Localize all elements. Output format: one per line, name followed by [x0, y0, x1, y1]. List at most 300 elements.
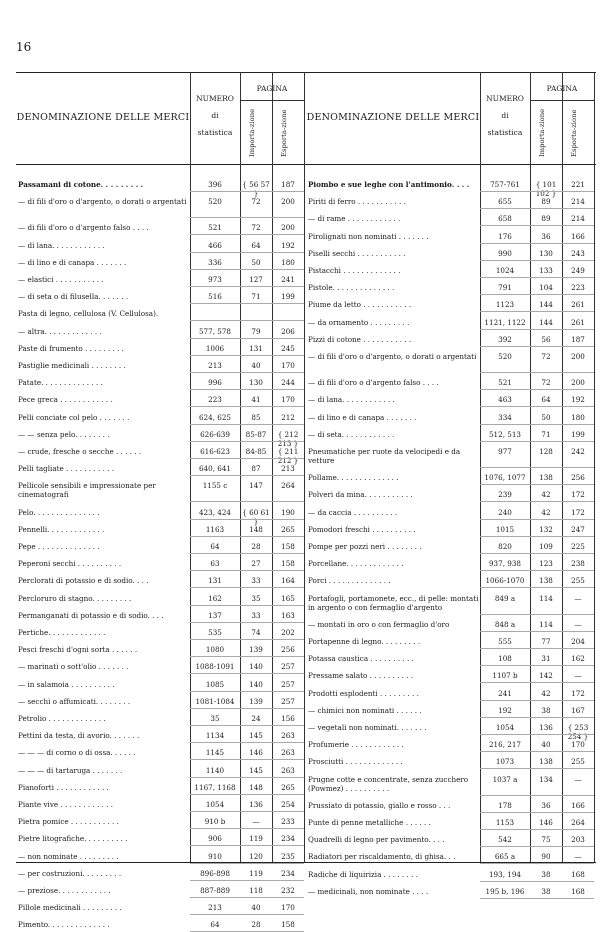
row-separator — [190, 191, 304, 192]
row-separator — [190, 389, 304, 390]
merce-name: Pertiche. . . . . . . . . . . . . — [18, 628, 106, 637]
row-separator — [480, 501, 594, 502]
table-row — [16, 258, 306, 267]
pagina-esportazione: 165 — [281, 593, 295, 603]
table-row — [306, 318, 596, 327]
numero-statistica: 910 b — [204, 817, 226, 827]
row-separator — [190, 777, 304, 778]
numero-statistica: 896-898 — [200, 868, 230, 878]
pagina-esportazione: — — [574, 593, 582, 603]
numero-statistica: 937, 938 — [488, 559, 521, 569]
pagina-esportazione: 203 — [571, 835, 585, 845]
pagina-importazione: 138 — [539, 757, 553, 767]
pagina-rule — [240, 100, 304, 101]
numero-statistica: 1054 — [495, 723, 515, 732]
numero-statistica: 520 — [208, 197, 222, 207]
header-numero — [190, 90, 240, 141]
table-row — [16, 275, 306, 284]
table-row — [306, 447, 596, 465]
header-numero-2: di — [501, 111, 509, 120]
pagina-importazione: 140 — [249, 662, 263, 672]
row-separator — [480, 346, 594, 347]
pagina-importazione: 139 — [249, 696, 263, 706]
pagina-importazione: 109 — [539, 542, 553, 551]
table-row — [306, 197, 596, 206]
numero-statistica: 334 — [498, 412, 512, 422]
pagina-importazione: 38 — [541, 869, 551, 879]
row-separator — [480, 260, 594, 261]
pagina-importazione: 138 — [539, 576, 553, 586]
merce-name: Patate. . . . . . . . . . . . . . — [18, 378, 103, 388]
row-separator — [190, 536, 304, 537]
pagina-importazione: 136 — [249, 800, 263, 809]
pagina-importazione: 147 — [249, 481, 263, 491]
table-row — [306, 413, 596, 422]
merce-name: Pelli conciate col pelo . . . . . . . — [18, 412, 130, 422]
numero-statistica: 516 — [208, 292, 222, 302]
pagina-importazione: 89 — [541, 197, 551, 207]
row-separator — [190, 639, 304, 640]
pagina-esportazione: 167 — [571, 705, 585, 715]
pagina-importazione: 40 — [541, 740, 551, 750]
pagina-importazione: 146 — [539, 818, 553, 827]
numero-statistica: 977 — [498, 447, 512, 456]
pagina-esportazione: 244 — [281, 378, 295, 388]
merce-name: — di lana. . . . . . . . . . . . — [18, 240, 105, 250]
merce-name: — di fili d'oro o d'argento, o dorati o argentati — [18, 197, 187, 207]
pagina-esportazione: 233 — [281, 817, 295, 827]
numero-statistica: 757-761 — [490, 180, 520, 189]
row-separator — [480, 682, 594, 683]
header-numero-1: NUMERO — [486, 94, 524, 103]
pagina-esportazione: 243 — [571, 248, 585, 258]
pagina-importazione: 148 — [249, 782, 263, 792]
table-row — [16, 697, 306, 706]
pagina-esportazione: 192 — [281, 240, 295, 250]
merce-name: — vegetali non nominati. . . . . . . — [308, 723, 427, 732]
pagina-importazione: 36 — [541, 800, 551, 810]
pagina-importazione: 40 — [251, 903, 261, 913]
pagina-importazione: 40 — [251, 361, 261, 370]
merce-name: Pettini da testa, di avorio. . . . . . . — [18, 731, 140, 741]
table-row — [306, 757, 596, 766]
table-row — [16, 542, 306, 551]
table-row — [16, 241, 306, 250]
pagina-importazione: 84-85 — [245, 447, 267, 456]
table-row — [306, 283, 596, 292]
table-row — [16, 920, 306, 929]
pagina-esportazione: 221 — [571, 180, 585, 189]
pagina-esportazione: 265 — [281, 782, 295, 792]
numero-statistica: 906 — [208, 834, 222, 844]
merce-name: — medicinali, non nominate . . . . — [308, 886, 429, 896]
pagina-esportazione: 190 — [281, 507, 295, 517]
merce-name: Pelli tagliate . . . . . . . . . . . — [18, 464, 115, 474]
table-row — [16, 292, 306, 301]
merce-name: — — — di corno o di ossa. . . . . . — [18, 748, 136, 758]
row-separator — [480, 191, 594, 192]
numero-statistica: 791 — [498, 283, 512, 293]
numero-statistica: 1066-1070 — [485, 576, 525, 586]
numero-statistica: 1076, 1077 — [484, 473, 526, 483]
table-row — [16, 834, 306, 843]
table-row — [16, 395, 306, 404]
pagina-importazione: 131 — [249, 343, 263, 353]
numero-statistica: 640, 641 — [198, 464, 231, 474]
numero-statistica: 1163 — [205, 524, 225, 534]
pagina-esportazione: 212 — [281, 412, 295, 422]
table-row — [16, 447, 306, 465]
table-row — [306, 473, 596, 482]
numero-statistica: 64 — [210, 542, 220, 551]
pagina-esportazione: 170 — [281, 395, 295, 405]
pagina-importazione: 134 — [539, 774, 553, 784]
table-row — [16, 344, 306, 353]
table-row — [16, 559, 306, 568]
merce-name: Pianoforti . . . . . . . . . . . . — [18, 782, 109, 792]
pagina-esportazione: — — [574, 774, 582, 784]
table-row — [16, 464, 306, 473]
numero-statistica: 820 — [498, 542, 512, 551]
pagina-esportazione: 156 — [281, 714, 295, 723]
pagina-importazione: 114 — [539, 619, 553, 629]
row-separator — [480, 587, 594, 588]
pagina-esportazione: 168 — [571, 886, 585, 896]
merce-name: — da caccia . . . . . . . . . . — [308, 507, 398, 517]
pagina-importazione: 140 — [249, 679, 263, 689]
row-separator — [190, 725, 304, 726]
pagina-esportazione: 180 — [571, 412, 585, 422]
numero-statistica: 910 — [208, 851, 222, 861]
pagina-esportazione: 264 — [281, 481, 295, 491]
merce-name: Pennelli. . . . . . . . . . . . . — [18, 524, 105, 534]
merce-name: Perclorati di potassio e di sodio. . . . — [18, 576, 149, 586]
pagina-importazione: 128 — [539, 447, 553, 456]
pagina-esportazione: 213 — [281, 464, 295, 474]
table-row — [16, 481, 306, 499]
row-separator — [190, 475, 304, 476]
merce-name: — elastici . . . . . . . . . . . — [18, 275, 104, 284]
numero-statistica: 463 — [498, 395, 512, 405]
numero-statistica: 213 — [208, 361, 222, 370]
row-separator — [480, 863, 594, 864]
pagina-esportazione: 255 — [571, 757, 585, 767]
table-row — [306, 180, 596, 198]
pagina-esportazione: 170 — [281, 903, 295, 913]
table-row — [16, 886, 306, 895]
pagina-importazione: 72 — [541, 378, 551, 388]
table-row — [306, 508, 596, 517]
row-separator — [190, 355, 304, 356]
table-row — [16, 327, 306, 336]
merce-name: Pelo. . . . . . . . . . . . . . . — [18, 507, 100, 517]
table-row — [306, 594, 596, 612]
numero-statistica: 577, 578 — [198, 326, 231, 336]
row-separator — [190, 845, 304, 846]
pagina-esportazione: — — [574, 619, 582, 629]
numero-statistica: 973 — [208, 275, 222, 284]
table-row — [306, 620, 596, 629]
row-separator — [190, 286, 304, 287]
numero-statistica: 1080 — [205, 645, 225, 655]
merce-name: Pizzi di cotone . . . . . . . . . . . — [308, 334, 412, 344]
pagina-esportazione: 214 — [571, 214, 585, 224]
table-row — [16, 197, 306, 215]
table-row — [306, 818, 596, 827]
row-separator — [190, 759, 304, 760]
table-row — [16, 800, 306, 809]
row-separator — [190, 458, 304, 459]
row-separator — [190, 897, 304, 898]
table-row — [16, 662, 306, 671]
table-row — [16, 869, 306, 878]
table-row — [306, 232, 596, 241]
merce-name: Peperoni secchi . . . . . . . . . . — [18, 559, 122, 569]
pagina-importazione: 64 — [251, 240, 261, 250]
pagina-esportazione: 241 — [281, 275, 295, 284]
row-separator — [480, 389, 594, 390]
numero-statistica: 336 — [208, 257, 222, 267]
pagina-esportazione: 166 — [571, 800, 585, 810]
table-row — [16, 525, 306, 534]
pagina-importazione: 36 — [541, 231, 551, 241]
table-row — [16, 714, 306, 723]
pagina-importazione: { 101 102 } — [535, 180, 557, 198]
pagina-importazione: 136 — [539, 723, 553, 732]
pagina-importazione: 72 — [251, 197, 261, 207]
table-row — [16, 645, 306, 654]
table-row — [306, 559, 596, 568]
row-separator — [190, 217, 304, 218]
table-row — [16, 309, 306, 318]
pagina-esportazione: 234 — [281, 834, 295, 844]
numero-statistica: 1155 c — [202, 481, 228, 491]
numero-statistica: 624, 625 — [198, 412, 231, 422]
row-separator — [480, 277, 594, 278]
pagina-importazione: 42 — [541, 507, 551, 517]
merce-name: Pirolignati non nominati . . . . . . . — [308, 231, 429, 241]
row-separator — [480, 484, 594, 485]
pagina-importazione: 145 — [249, 731, 263, 741]
merce-name: Portapenne di legno. . . . . . . . . — [308, 637, 421, 646]
header-denominazione: DENOMINAZIONE DELLE MERCI — [306, 112, 480, 123]
pagina-esportazione: 264 — [571, 818, 585, 827]
row-separator — [480, 424, 594, 425]
numero-statistica: 1134 — [205, 731, 225, 741]
table-row — [306, 249, 596, 258]
pagina-importazione: 38 — [541, 705, 551, 715]
merce-name: — di fili d'oro o d'argento, o dorati o argentati — [308, 352, 477, 361]
merce-name: Pollame. . . . . . . . . . . . . . — [308, 473, 399, 483]
row-separator — [480, 734, 594, 735]
pagina-importazione: 148 — [249, 524, 263, 534]
pagina-importazione: 114 — [539, 593, 553, 603]
row-separator — [480, 768, 594, 769]
merce-name: — di lana. . . . . . . . . . . . — [308, 395, 395, 405]
merce-name: — marinati o sott'olio . . . . . . . — [18, 662, 129, 672]
table-row — [306, 706, 596, 715]
numero-statistica: 658 — [498, 214, 512, 224]
table-row — [16, 903, 306, 912]
merce-name: Piombo e sue leghe con l'antimonio. . . . — [308, 180, 470, 189]
merce-name: — in salamoia . . . . . . . . . . — [18, 679, 115, 689]
numero-statistica: 1024 — [495, 266, 515, 275]
header-numero-3: statistica — [487, 128, 523, 137]
table-row — [306, 214, 596, 223]
row-separator — [480, 795, 594, 796]
row-separator — [480, 372, 594, 373]
pagina-importazione: 42 — [541, 490, 551, 500]
row-separator — [480, 717, 594, 718]
row-separator — [480, 881, 594, 882]
pagina-esportazione: 158 — [281, 542, 295, 551]
pagina-esportazione: 172 — [571, 507, 585, 517]
row-separator — [480, 208, 594, 209]
table-row — [16, 361, 306, 370]
merce-name: — da ornamento . . . . . . . . . — [308, 317, 410, 327]
numero-statistica: 521 — [498, 378, 512, 388]
row-separator — [480, 406, 594, 407]
table-row — [306, 852, 596, 861]
numero-statistica: 1140 — [205, 765, 225, 775]
header-pagina: PAGINA — [546, 84, 578, 93]
pagina-esportazione: 261 — [571, 300, 585, 310]
row-separator — [190, 742, 304, 743]
row-separator — [190, 605, 304, 606]
pagina-importazione: 120 — [249, 851, 263, 861]
row-separator — [190, 553, 304, 554]
pagina-esportazione: 257 — [281, 662, 295, 672]
header-denominazione: DENOMINAZIONE DELLE MERCI — [16, 112, 190, 123]
numero-statistica: 193, 194 — [488, 869, 521, 879]
pagina-esportazione: 204 — [571, 637, 585, 646]
merce-name: Piselli secchi . . . . . . . . . . . — [308, 248, 406, 258]
pagina-importazione: 28 — [251, 920, 261, 930]
pagina-importazione: 85 — [251, 412, 261, 422]
numero-statistica: 849 a — [494, 593, 516, 603]
pagina-esportazione: 172 — [571, 688, 585, 698]
row-separator — [190, 622, 304, 623]
merce-name: Pasta di legno, cellulosa (V. Cellulosa). — [18, 309, 159, 319]
numero-statistica: 466 — [208, 240, 222, 250]
table-row — [306, 654, 596, 663]
row-separator — [480, 570, 594, 571]
pagina-esportazione: 200 — [571, 352, 585, 361]
pagina-esportazione: { 211 212 } — [277, 447, 299, 465]
numero-statistica: 1121, 1122 — [484, 317, 526, 327]
header-numero — [480, 90, 530, 141]
table-row — [16, 748, 306, 757]
merce-name: Pietra pomice . . . . . . . . . . . — [18, 817, 119, 827]
header-esportazione: Esporta-zione — [570, 109, 578, 157]
table-row — [16, 576, 306, 585]
row-separator — [480, 467, 594, 468]
pagina-esportazione: 235 — [281, 851, 295, 861]
pagina-esportazione: 265 — [281, 524, 295, 534]
pagina-importazione: 56 — [541, 334, 551, 344]
pagina-importazione: 71 — [541, 429, 551, 439]
pagina-esportazione: 256 — [571, 473, 585, 483]
pagina-rule — [530, 100, 594, 101]
numero-statistica: 216, 217 — [488, 740, 521, 750]
pagina-importazione: 145 — [249, 765, 263, 775]
row-separator — [190, 424, 304, 425]
numero-statistica: 137 — [208, 610, 222, 620]
pagina-importazione: 74 — [251, 628, 261, 637]
header-importazione: Importa-zione — [248, 108, 256, 158]
row-separator — [190, 570, 304, 571]
pagina-esportazione: 232 — [281, 886, 295, 895]
table-row — [306, 335, 596, 344]
pagina-importazione: 119 — [249, 868, 263, 878]
pagina-esportazione: 200 — [281, 197, 295, 207]
numero-statistica: 396 — [208, 180, 222, 189]
numero-statistica: 626-639 — [200, 429, 230, 439]
numero-statistica: 1073 — [495, 757, 515, 767]
merce-name: Portafogli, portamonete, ecc., di pelle: montati in argento o con fermaglio d'argento — [308, 593, 479, 612]
numero-statistica: 542 — [498, 835, 512, 845]
pagina-importazione: 89 — [541, 214, 551, 224]
merce-name: Petrolio . . . . . . . . . . . . . — [18, 714, 106, 723]
pagina-esportazione: 257 — [281, 679, 295, 689]
pagina-importazione: 27 — [251, 559, 261, 569]
merce-name: Pietre litografiche. . . . . . . . . . — [18, 834, 128, 844]
row-separator — [190, 252, 304, 253]
merce-name: Pastiglie medicinali . . . . . . . . — [18, 361, 126, 370]
table-row — [16, 429, 306, 448]
table-row — [16, 852, 306, 861]
numero-statistica: 162 — [208, 593, 222, 603]
table-row — [306, 266, 596, 275]
merce-name: Piante vive . . . . . . . . . . . . — [18, 800, 113, 809]
pagina-importazione: 144 — [539, 300, 553, 310]
left-table — [16, 72, 306, 930]
pagina-importazione: 146 — [249, 748, 263, 758]
numero-statistica: 423, 424 — [198, 507, 231, 517]
numero-statistica: 521 — [208, 223, 222, 233]
pagina-esportazione: 199 — [281, 292, 295, 302]
numero-statistica: 1145 — [205, 748, 225, 758]
row-separator — [190, 863, 304, 864]
pagina-importazione: 130 — [539, 248, 553, 258]
row-separator — [190, 501, 304, 502]
pagina-esportazione: 180 — [281, 257, 295, 267]
table-row — [306, 801, 596, 810]
merce-name: Piriti di ferro . . . . . . . . . . . — [308, 197, 406, 207]
table-row — [16, 680, 306, 689]
pagina-importazione: 77 — [541, 637, 551, 646]
pagina-importazione: 41 — [251, 395, 261, 405]
pagina-importazione: 31 — [541, 654, 551, 664]
pagina-importazione: 33 — [251, 610, 261, 620]
merce-name: Pimento. . . . . . . . . . . . . . — [18, 920, 110, 930]
table-row — [16, 223, 306, 232]
pagina-importazione: 24 — [251, 714, 261, 723]
merce-name: Pece greca . . . . . . . . . . . . — [18, 395, 113, 405]
merce-name: Pistacchi . . . . . . . . . . . . . — [308, 266, 401, 275]
numero-statistica: 192 — [498, 705, 512, 715]
table-row — [16, 378, 306, 387]
pagina-esportazione: { 253 254 } — [567, 723, 589, 741]
row-separator — [190, 794, 304, 795]
merce-name: Polveri da mina. . . . . . . . . . . — [308, 490, 413, 500]
pagina-esportazione: 187 — [571, 334, 585, 344]
table-row — [306, 490, 596, 499]
row-separator — [190, 708, 304, 709]
page-number: 16 — [16, 40, 32, 54]
merce-name: — chimici non nominati . . . . . . — [308, 705, 422, 715]
pagina-importazione: 42 — [541, 688, 551, 698]
